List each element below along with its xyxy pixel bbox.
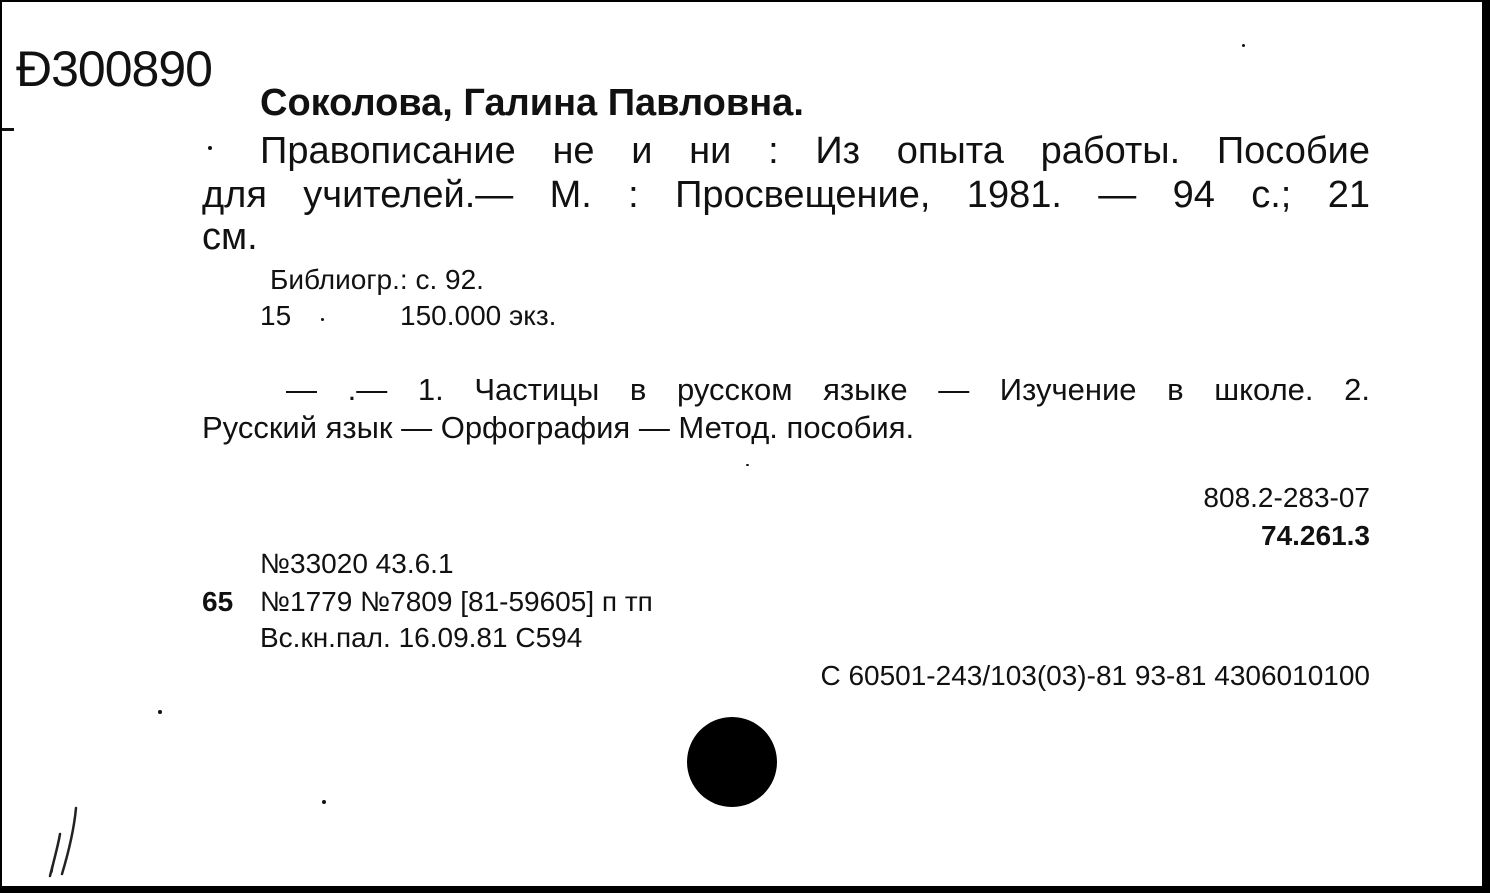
bullet-dot bbox=[208, 146, 212, 150]
chamber-info: Вс.кн.пал. 16.09.81 С594 bbox=[260, 622, 583, 653]
print-numbers: №1779 №7809 [81-59605] п тп bbox=[260, 586, 653, 617]
author-heading: Соколова, Галина Павловна. bbox=[260, 82, 804, 124]
subjects-line-1: — .— 1. Частицы в русском языке — Изучение в школе. 2. bbox=[286, 372, 1370, 407]
punch-hole bbox=[687, 717, 777, 807]
title-line-1: Правописание не и ни : Из опыта работы. Пособие bbox=[260, 130, 1370, 172]
speck-2 bbox=[746, 464, 749, 466]
title-line-3: см. bbox=[202, 216, 258, 258]
call-number: Ð300890 bbox=[16, 41, 212, 97]
card-number: №33020 43.6.1 bbox=[260, 548, 454, 579]
handwritten-mark bbox=[38, 802, 88, 882]
title-line-2: для учителей.— М. : Просвещение, 1981. — 94 с.; 21 bbox=[202, 174, 1370, 216]
index-code: С 60501-243/103(03)-81 93-81 4306010100 bbox=[820, 660, 1370, 691]
bbk-code: 74.261.3 bbox=[1261, 520, 1370, 551]
speck-1 bbox=[1242, 44, 1245, 47]
speck-4 bbox=[322, 800, 326, 804]
bibliography-note: Библиогр.: с. 92. bbox=[270, 264, 484, 295]
separator-dot bbox=[321, 318, 324, 321]
edge-tick-mark bbox=[2, 128, 14, 131]
print-prefix: 65 bbox=[202, 586, 234, 617]
subjects-line-2: Русский язык — Орфография — Метод. пособия. bbox=[202, 410, 915, 445]
speck-3 bbox=[158, 710, 162, 714]
copies: 150.000 экз. bbox=[400, 300, 557, 331]
catalog-card bbox=[2, 2, 1490, 892]
udc-code: 808.2-283-07 bbox=[1203, 482, 1370, 513]
price: 15 bbox=[260, 300, 292, 331]
